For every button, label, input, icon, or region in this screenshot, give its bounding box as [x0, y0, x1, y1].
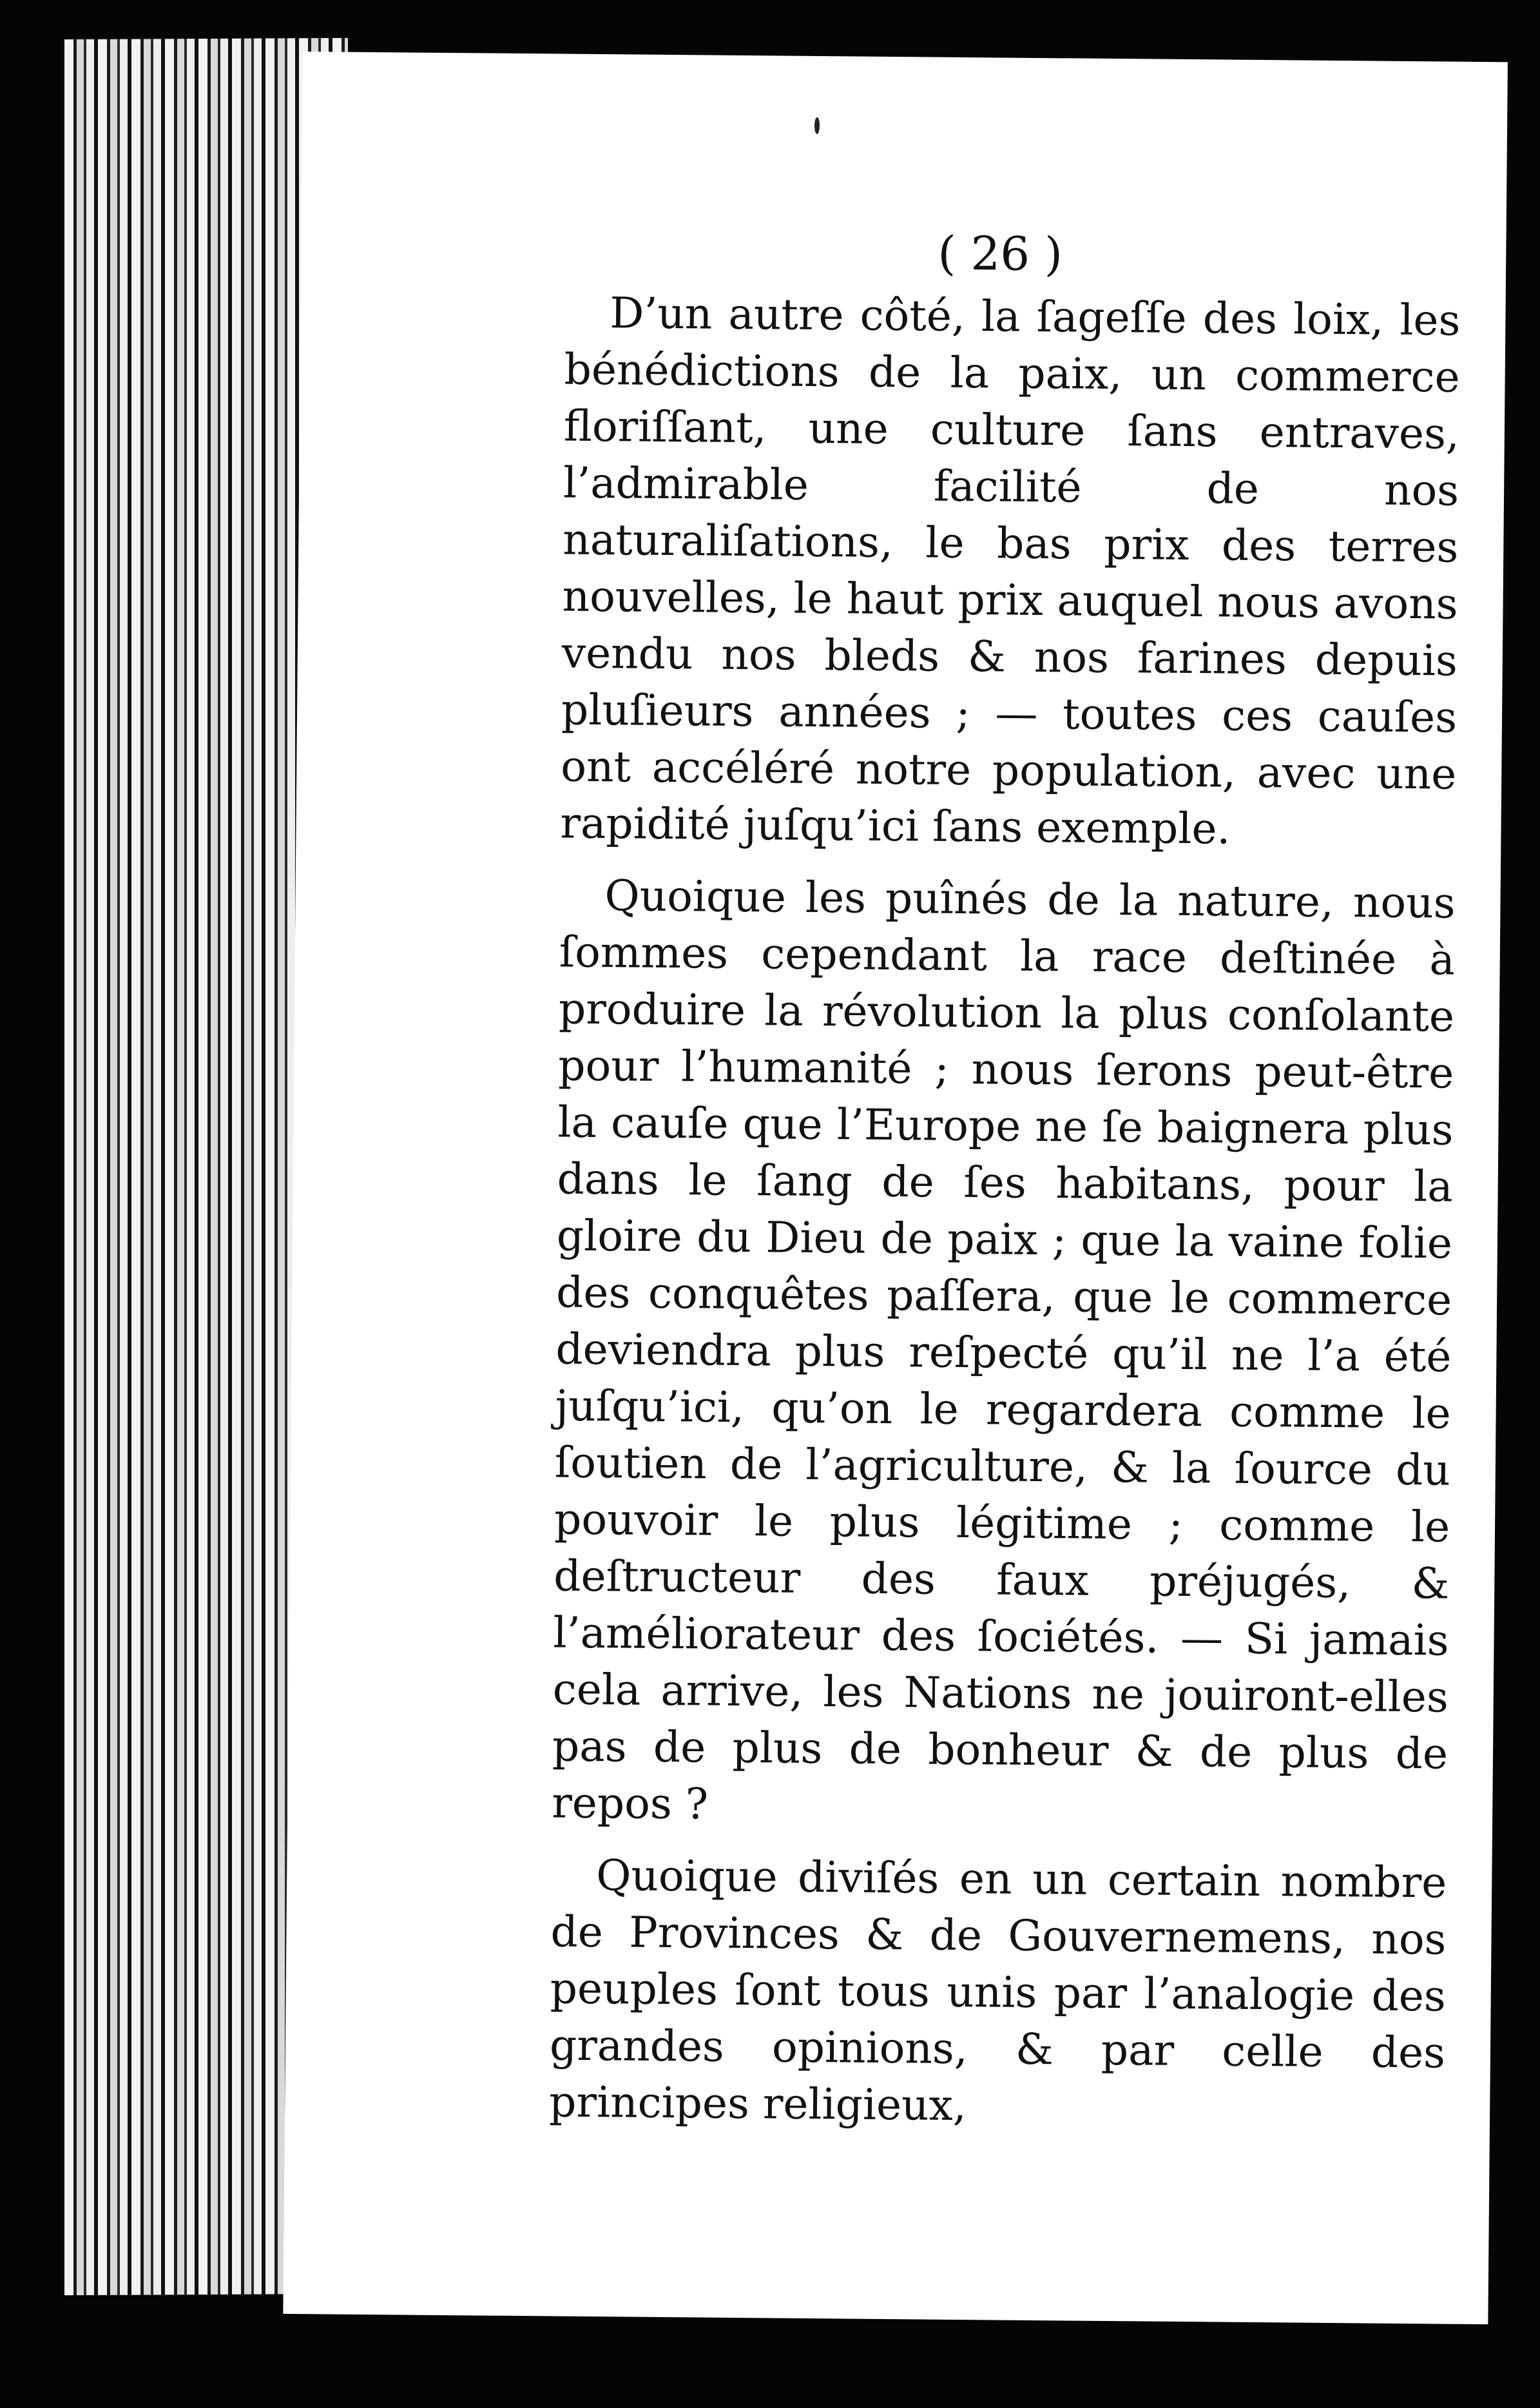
paragraph-2: Quoique les puînés de la nature, nous ſommes cependant la race deſtinée à produire la révolution la plus conſolante pour l’humanité ; nous ſerons peut-être la cauſe que l’Europe ne ſe baignera plus dans le ſang de ſes habitans, pour la gloire du Dieu de paix ; que la vaine folie des conquêtes paſſera, que le commerce deviendra plus reſpecté qu’il ne l’a été juſqu’ici, qu’on le regardera comme le ſoutien de l’agriculture, & la ſource du pouvoir le plus légitime ; comme le deſtructeur des faux préjugés, & l’améliorateur des ſociétés. — Si jamais cela arrive, les Nations ne jouiront-elles pas de plus de bonheur & de plus de repos ? [551, 871, 1456, 1829]
page-number: ( 26 ) [938, 226, 1063, 282]
paragraph-1: D’un autre côté, la ſageſſe des loix, les bénédictions de la paix, un commerce floriſſant, une culture ſans entraves, l’admirable facilité de nos naturaliſations, le bas prix des terres nouvelles, le haut prix auquel nous avons vendu nos bleds & nos farines depuis pluſieurs années ; — toutes ces cauſes ont accéléré notre population, avec une rapidité juſqu’ici ſans exemple. [560, 288, 1461, 854]
book-page [283, 52, 1508, 2324]
page-text [549, 222, 1461, 2154]
ink-spot [814, 117, 820, 134]
paragraph-3: Quoique diviſés en un certain nombre de Provinces & de Gouvernemens, nos peuples ſont tous unis par l’analogie des grandes opinions, & par celle des principes religieux, [548, 1850, 1447, 2131]
